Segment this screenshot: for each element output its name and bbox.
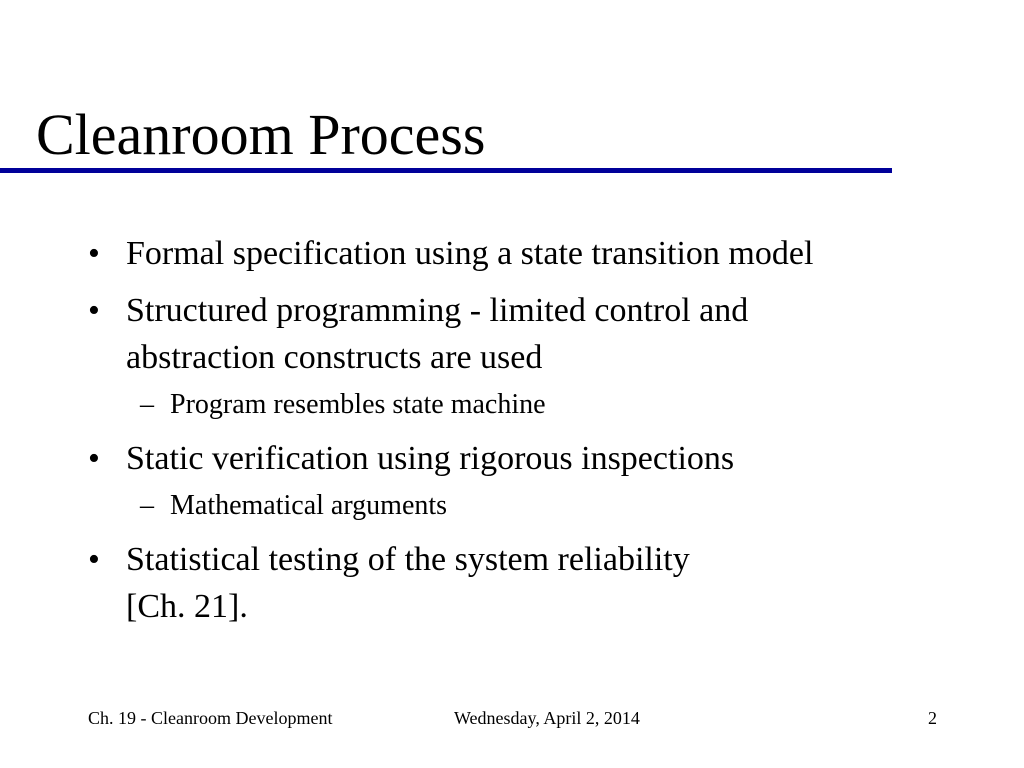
- bullet-item: [88, 536, 988, 630]
- slide-title: Cleanroom Process: [36, 102, 486, 167]
- bullet-icon: •: [88, 541, 100, 578]
- bullet-text: Static verification using rigorous inspections: [126, 440, 735, 477]
- bullet-text: [Ch. 21].: [126, 588, 248, 625]
- bullet-icon: •: [88, 235, 100, 272]
- sub-bullet-text: Mathematical arguments: [170, 490, 448, 521]
- bullet-list: [88, 230, 988, 640]
- bullet-icon: •: [88, 440, 100, 477]
- bullet-item: [88, 230, 988, 277]
- sub-bullet-item: [88, 486, 988, 526]
- bullet-text: Formal specification using a state transition model: [126, 235, 814, 272]
- dash-icon: –: [140, 490, 154, 521]
- bullet-icon: •: [88, 292, 100, 329]
- dash-icon: –: [140, 389, 154, 420]
- footer-date: Wednesday, April 2, 2014: [454, 708, 640, 728]
- sub-bullet-item: [88, 385, 988, 425]
- bullet-text: abstraction constructs are used: [126, 339, 543, 376]
- title-underline: [0, 168, 892, 173]
- bullet-text: Structured programming - limited control and: [126, 292, 749, 329]
- footer-page-number: 2: [928, 708, 937, 728]
- bullet-item: [88, 435, 988, 482]
- footer-chapter-title: Ch. 19 - Cleanroom Development: [88, 708, 333, 728]
- sub-bullet-text: Program resembles state machine: [170, 389, 546, 420]
- bullet-text: Statistical testing of the system reliability: [126, 541, 690, 578]
- bullet-item: [88, 287, 988, 381]
